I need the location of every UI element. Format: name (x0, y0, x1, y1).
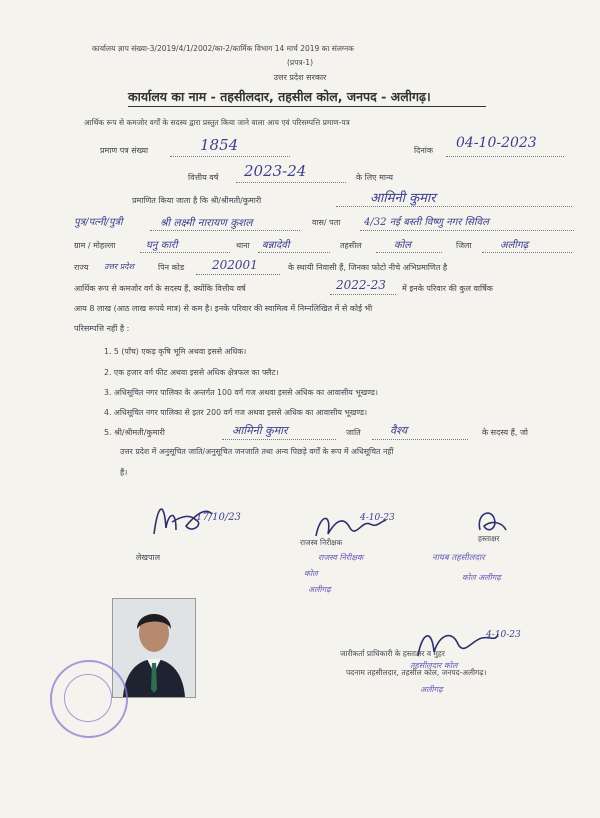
post-line (258, 252, 330, 253)
pin-line (196, 274, 280, 275)
para2-year: 2022-23 (336, 278, 386, 292)
issuer-stamp-district: अलीगढ़ (420, 685, 443, 694)
tehsil-line (376, 252, 442, 253)
govt-order-ref: कार्यालय ज्ञाप संख्या-3/2019/4/1/2002/का-2/कार्मिक विभाग 14 मार्च 2019 का संलग्नक (92, 44, 354, 53)
naib-stamp-title: नायब तहसीलदार (432, 553, 485, 563)
issuer-designation: पदनाम तहसीलदार, तहसील कोल, जनपद-अलीगढ़। (346, 668, 487, 677)
issuer-label: जारीकर्ता प्राधिकारी के हस्ताक्षर व मुहर (340, 649, 445, 658)
para1: के स्थायी निवासी हैं, जिनका फोटो नीचे अभिप्रमाणित है (288, 263, 448, 272)
lekhpal-date: 17/10/23 (196, 512, 241, 523)
post-value: बन्नादेवी (262, 240, 290, 251)
para2-end: में इनके परिवार की कुल वार्षिक (402, 284, 493, 293)
list-item: 2. एक हजार वर्ग फीट अथवा इससे अधिक क्षेत्रफल का फ्लैट। (104, 368, 279, 377)
cert-date-line (446, 156, 564, 157)
tehsil-value: कोल (394, 240, 412, 251)
post-label: थाना (236, 241, 250, 250)
item5-caste: वैश्य (390, 424, 408, 437)
father-name: श्री लक्ष्मी नारायण कुशल (160, 217, 253, 229)
item5-caste-line (372, 439, 468, 440)
item5-prefix: 5. श्री/श्रीमती/कुमारी (104, 428, 165, 437)
item5-text: उत्तर प्रदेश में अनुसूचित जाति/अनुसूचित जनजाति तथा अन्य पिछड़े वर्गों के रूप में अधिसूचित नहीं (120, 447, 394, 456)
pin-value: 202001 (212, 258, 258, 272)
cert-number-label: प्रमाण पत्र संख्या (100, 146, 149, 155)
district-label: जिला (456, 241, 472, 250)
village-line (140, 252, 230, 253)
naib-signature (472, 504, 512, 538)
issuer-stamp-title: तहसीलदार कोल (410, 661, 458, 670)
fy-suffix: के लिए मान्य (356, 173, 394, 182)
office-title: कार्यालय का नाम - तहसीलदार, तहसील कोल, जनपद - अलीगढ़। (128, 89, 431, 104)
naib-sign-label: हस्ताक्षर (478, 534, 500, 543)
list-item: 3. अधिसूचित नगर पालिका के अन्तर्गत 100 वर्ग गज अथवा इससे अधिक का आवासीय भूखण्ड। (104, 388, 378, 397)
para2-line (330, 294, 396, 295)
district-line (482, 252, 572, 253)
item5-end: हैं। (120, 468, 128, 477)
lekhpal-label: लेखपाल (136, 553, 161, 562)
address-value: 4/32 नई बस्ती विष्णु नगर सिविल (364, 217, 489, 228)
name-line (336, 206, 572, 207)
fy-line (236, 182, 346, 183)
fy-value: 2023-24 (244, 162, 307, 180)
pin-label: पिन कोड (158, 263, 185, 272)
cert-date-label: दिनांक (414, 146, 433, 155)
inspector-label: राजस्व निरीक्षक (300, 538, 343, 547)
district-value: अलीगढ़ (500, 240, 529, 251)
inspector-date: 4-10-23 (360, 513, 395, 523)
para4: परिसम्पत्ति नहीं है : (74, 324, 130, 333)
office-title-underline (128, 106, 486, 107)
state-label: राज्य (74, 263, 89, 272)
official-seal-stamp (50, 660, 128, 738)
certify-text: प्रमाणित किया जाता है कि श्री/श्रीमती/कुमारी (132, 196, 262, 205)
inspector-stamp-title: राजस्व निरीक्षक (318, 553, 364, 562)
list-item: 4. अधिसूचित नगर पालिका से इतर 200 वर्ग गज अथवा इससे अधिक का आवासीय भूखण्ड। (104, 408, 368, 417)
para2: आर्थिक रूप से कमजोर वर्ग के सदस्य हैं, क्योंकि वित्तीय वर्ष (74, 284, 246, 293)
item5-name-line (222, 439, 336, 440)
naib-stamp-place: कोल अलीगढ़ (462, 573, 501, 582)
address-line (360, 230, 574, 231)
cert-number-value: 1854 (200, 136, 239, 154)
item5-name: आमिनी कुमार (232, 424, 288, 437)
issuer-date: 4-10-23 (486, 630, 521, 640)
state-government: उत्तर प्रदेश सरकार (273, 73, 327, 82)
address-label: वास/ पता (312, 218, 341, 227)
state-value: उत्तर प्रदेश (104, 262, 134, 271)
father-line (150, 230, 300, 231)
village-value: घनु कारी (146, 240, 178, 251)
list-item: 1. 5 (पाँच) एकड़ कृषि भूमि अथवा इससे अधिक। (104, 347, 247, 356)
para3: आय 8 लाख (आठ लाख रूपये मात्र) से कम है। इनके परिवार की स्वामित्व में निम्नलिखित में से कोई भी (74, 304, 373, 313)
applicant-name: आमिनी कुमार (370, 191, 436, 206)
cert-date-value: 04-10-2023 (456, 135, 537, 151)
village-label: ग्राम / मोहल्ला (74, 241, 116, 250)
certificate-subtitle: आर्थिक रूप से कमजोर वर्गों के सदस्य द्वारा प्रस्तुत किया जाने वाला आय एवं परिसम्पत्ति प्रमाण-पत्र (84, 118, 350, 127)
inspector-stamp-place: कोल (304, 569, 318, 578)
item5-suffix: के सदस्य हैं, जो (482, 428, 528, 437)
relation-label: पुत्र/पत्नी/पुत्री (74, 217, 123, 228)
tehsil-label: तहसील (340, 241, 362, 250)
fy-label: वित्तीय वर्ष (188, 173, 219, 182)
item5-caste-label: जाति (346, 428, 361, 437)
form-number: (प्रपत्र-1) (287, 58, 313, 67)
cert-number-line (170, 156, 290, 157)
inspector-stamp-district: अलीगढ़ (308, 585, 331, 594)
